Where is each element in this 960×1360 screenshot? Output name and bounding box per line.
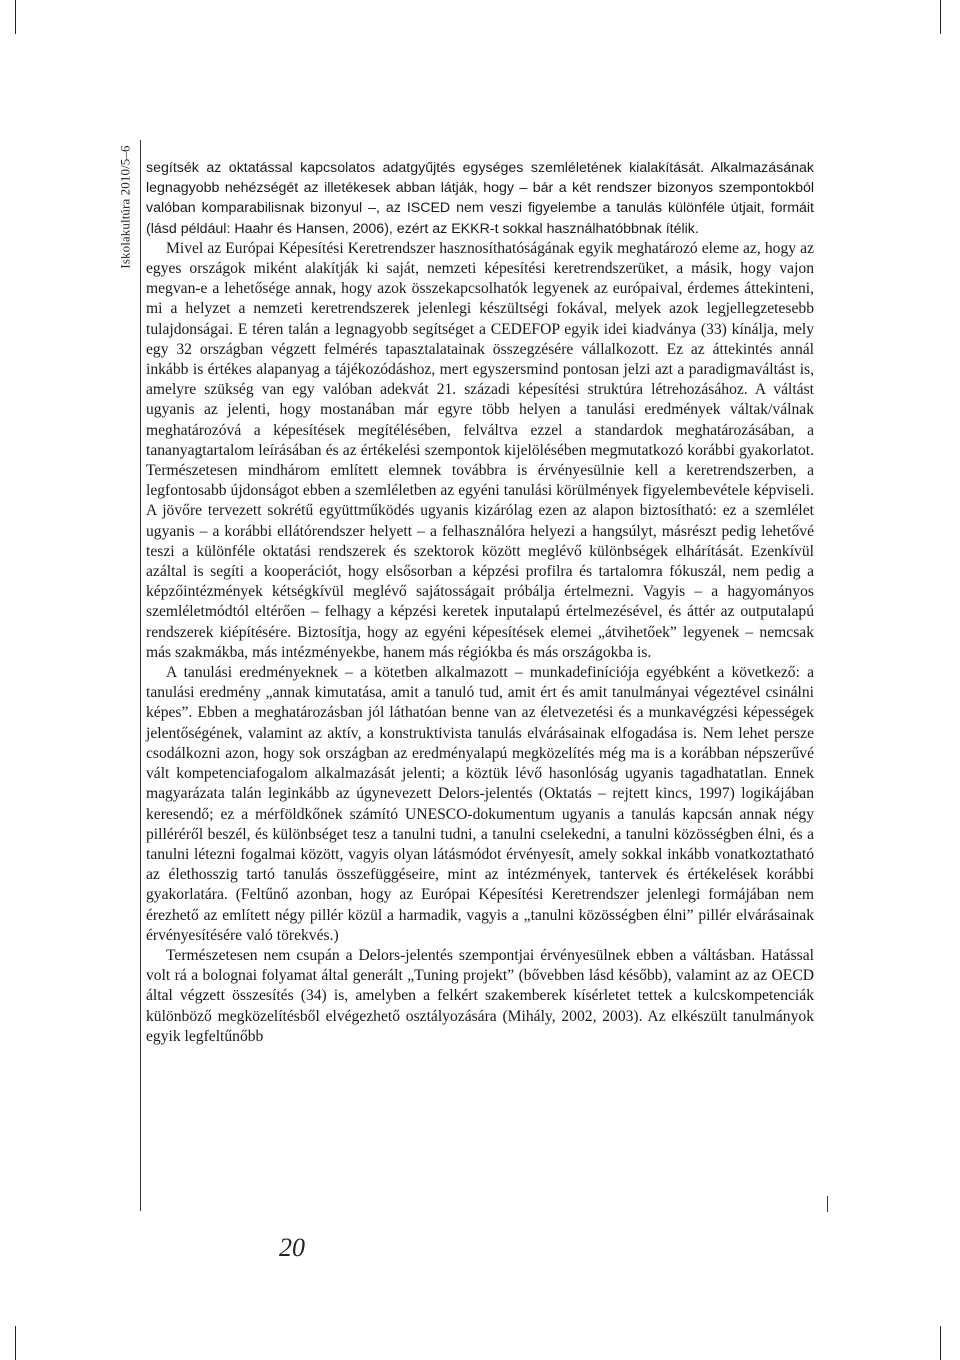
page-number: 20	[279, 1233, 305, 1262]
crop-mark-top-left	[15, 0, 16, 34]
crop-mark-bottom-right	[940, 1326, 941, 1360]
paragraph-3: A tanulási eredményeknek – a kötetben alkalmazott – munkadefiníciója egyébként a következő: a tanulási eredmény „annak kimutatása, amit a tanuló tud, amit ért és amit tanulmányai végeztével csinálni képes”. Ebben a meghatározásban jól láthatóan benne van az életvezetési és a munkavégzési képességek jelentőségének, valamint az aktív, a konstruktivista tanulás elvárásainak elfogadása is. Nem lehet persze csodálkozni azon, hogy sok országban az eredményalapú megközelítés még ma is a korábban népszerűvé vált kompetenciafogalom alkalmazását jelenti; a köztük lévő hasonlóság ugyanis tagadhatatlan. Ennek magyarázata talán leginkább az úgynevezett Delors-jelentés (Oktatás – rejtett kincs, 1997) logikájában keresendő; ez a mérföldkőnek számító UNESCO-dokumentum ugyanis a tanulás kapcsán annak négy pilléréről beszél, és különbséget tesz a tanulni tudni, a tanulni cselekedni, a tanulni közösségben élni, és a tanulni létezni fogalmai között, vagyis olyan látásmódot érvényesít, amely sokkal inkább vonatkoztatható az élethosszig tartó tanulás összefüggéseire, mint az intézmények, tantervek és értékelések korábbi gyakorlatára. (Feltűnő azonban, hogy az Európai Képesítési Keretrendszer jelenlegi formájában nem érezhető az említett négy pillér közül a harmadik, vagyis a „tanulni közösségben élni” pillér elvárásainak érvényesítésére való törekvés.)	[146, 664, 814, 944]
crop-mark-top-right	[940, 0, 941, 34]
running-head	[116, 147, 136, 267]
paragraph-4: Természetesen nem csupán a Delors-jelentés szempontjai érvényesülnek ebben a váltásban. Hatással volt rá a bolognai folyamat által generált „Tuning projekt” (bővebben lásd később), valamint az az OECD által végzett összesítés (34) is, amelyben a felkért szakemberek kísérletet tettek a kulcskompetenciák különböző megközelítésből elvégezhető osztályozására (Mihály, 2002, 2003). Az elkészült tanulmányok egyik legfeltűnőbb	[146, 946, 814, 1045]
right-margin-rule	[827, 1196, 828, 1212]
paragraph-2: Mivel az Európai Képesítési Keretrendszer hasznosíthatóságának egyik meghatározó eleme az, hogy az egyes országok miként alakítják ki saját, nemzeti képesítési keretrendszerüket, a másik, hogy vajon megvan-e a lehetősége annak, hogy azok összekapcsolhatók legyenek az európaival, érdemes áttekinteni, mi a helyzet a nemzeti keretrendszerek jelenlegi készültségi fokával, melyek azok legjellegzetesebb tulajdonságai. E téren talán a legnagyobb segítséget a CEDEFOP egyik idei kiadványa (33) kínálja, mely egy 32 országban végzett felmérés tapasztalatainak összegzésére vállalkozott. Ez az áttekintés annál inkább is értékes alapanyag a tájékozódáshoz, mert egyszersmind pontosan jelzi azt a paradigmaváltást is, amelyre szükség van egy valóban adekvát 21. századi képesítési struktúra létrehozásához. A váltást ugyanis az jelenti, hogy mostanában már egyre több helyen a tanulási eredmények váltak/válnak meghatározóvá a képesítések megítélésében, felváltva ezzel a standardok meghatározásában, a tananyagtartalom leírásában és az értékelési szempontok kijelölésében megmutatkozó korábbi gyakorlatot. Természetesen mindhárom említett elemnek továbbra is érvényesülnie kell a keretrendszerben, a legfontosabb újdonságot ebben a szemléletben az egyéni tanulási körülmények figyelembevétele képviseli. A jövőre tervezett sokrétű együttműködés ugyanis kizárólag ezen az alapon biztosítható: ez a szemlélet ugyanis – a korábbi ellátórendszer helyett – a felhasználóra helyezi a hangsúlyt, másrészt pedig lehetővé teszi a különféle oktatási rendszerek és szektorok között meglévő különbségek elhárítását. Ezenkívül azáltal is segíti a kooperációt, hogy elsősorban a képzési profilra és tartalomra fókuszál, nem pedig a képzőintézmények kétségkívül meglévő sajátosságait próbálja értelmezni. Vagyis – a hagyományos szemléletmódtól eltérően – felhagy a képzési keretek inputalapú értelmezésével, és áttér az outputalapú rendszerek kiépítésére. Biztosítja, hogy az egyéni képesítések elemei „átvihetőek” legyenek – nemcsak más szakmákba, más intézményekbe, hanem más régiókba és más országokba is.	[146, 239, 814, 661]
running-head-text: Iskolakultúra 2010/5–6	[118, 145, 133, 269]
left-margin-rule	[140, 140, 141, 1211]
crop-mark-bottom-left	[15, 1326, 16, 1360]
paragraph-1: segítsék az oktatással kapcsolatos adatgyűjtés egységes szemléletének kialakítását. Alkalmazásának legnagyobb nehézségét az illetékesek abban látják, hogy – bár a két rendszer bizonyos szempontokból valóban komparabilisnak bizonyul –, az ISCED nem veszi figyelembe a tanulás különféle útjait, formáit (lásd például: Haahr és Hansen, 2006), ezért az EKKR-t sokkal használhatóbbnak ítélik.	[146, 160, 814, 237]
body-text	[146, 158, 814, 1047]
